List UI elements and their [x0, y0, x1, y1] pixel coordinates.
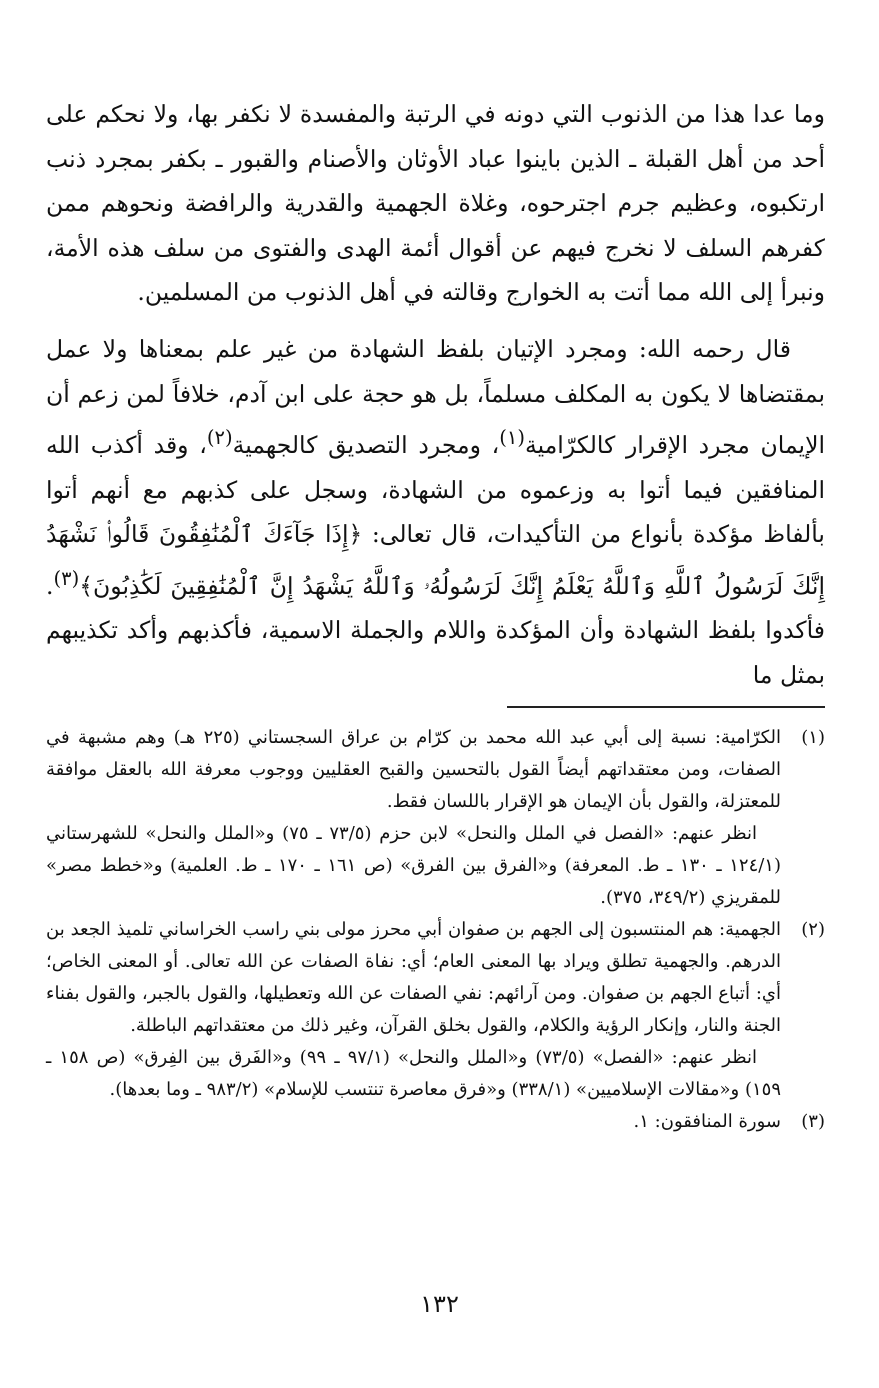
footnote-text: الجهمية: هم المنتسبون إلى الجهم بن صفوان أبي محرز مولى بني راسب الخراساني تلميذ الجعد بن الدرهم. والجهمية تطلق ويراد بها المعنى العام؛ أي: نفاة الصفات عن الله تعالى. أو المعنى الخاص؛ أي: أتباع الجهم بن صفوان. ومن آرائهم: نفي الصفات عن الله وتعطيلها، والقول بالجبر، والقول بفناء الجنة والنار، وإنكار الرؤية والكلام، والقول بخلق القرآن، وغير ذلك من معتقداتهم الباطلة.: [46, 919, 781, 1037]
page-number: ١٣٢: [420, 1290, 459, 1318]
footnote-text: سورة المنافقون: ١.: [633, 1111, 781, 1133]
footnote-ref-1[interactable]: (١): [499, 426, 526, 450]
paragraph-1: وما عدا هذا من الذنوب التي دونه في الرتبة والمفسدة لا نكفر بها، ولا نحكم على أحد من أهل القبلة ـ الذين باينوا عباد الأوثان والأصنام والقبور ـ بكفر بمجرد ذنب ارتكبوه، وعظيم جرم اجترحوه، وغلاة الجهمية والقدرية والرافضة ونحوهم ممن كفرهم السلف لا نخرج فيهم عن أقوال أئمة الهدى والفتوى من سلف هذه الأمة، ونبرأ إلى الله مما أتت به الخوارج وقالته في أهل الذنوب من المسلمين.: [46, 100, 825, 307]
footnote-ref-2[interactable]: (٢): [206, 426, 233, 450]
main-text: [46, 92, 825, 697]
footnote-2: [46, 914, 825, 1106]
quran-verse: ﴿إِذَا جَآءَكَ ٱلْمُنَٰفِقُونَ قَالُوا۟ نَشْهَدُ إِنَّكَ لَرَسُولُ ٱللَّهِ وَٱللَّهُ يَعْلَمُ إِنَّكَ لَرَسُولُهُۥ وَٱللَّهُ يَشْهَدُ إِنَّ ٱلْمُنَٰفِقِينَ لَكَٰذِبُونَ﴾: [46, 520, 825, 600]
footnote-body: [46, 722, 781, 914]
footnote-body: [46, 914, 781, 1106]
footnote-1: [46, 722, 825, 914]
footnote-3: [46, 1106, 825, 1138]
paragraph-2-part-d: . فأكدوا بلفظ الشهادة وأن المؤكدة واللام والجملة الاسمية، فأكذبهم وأكد تكذيبهم بمثل ما: [46, 571, 825, 689]
paragraph-2-part-a: قال رحمه الله: ومجرد الإتيان بلفظ الشهادة من غير علم بمعناها ولا عمل بمقتضاها لا يكون به المكلف مسلماً، بل هو حجة على ابن آدم، خلافاً لمن زعم أن الإيمان مجرد الإقرار كالكرّامية: [46, 334, 826, 459]
footnotes: [46, 722, 825, 1138]
footnote-separator: [507, 706, 825, 708]
footnote-number: (١): [801, 727, 825, 749]
footnote-references: انظر عنهم: «الفصل في الملل والنحل» لابن حزم (٧٣/٥ ـ ٧٥) و«الملل والنحل» للشهرستاني (١٢٤/١ ـ ١٣٠ ـ ط. المعرفة) و«الفرق بين الفرق» (ص ١٦١ ـ ١٧٠ ـ ط. العلمية) و«خطط مصر» للمقريزي (٣٤٩/٢، ٣٧٥).: [46, 823, 782, 909]
footnote-text: الكرّامية: نسبة إلى أبي عبد الله محمد بن كرّام بن عراق السجستاني (٢٢٥ هـ) وهم مشبهة في الصفات، ومن معتقداتهم أيضاً القول بالتحسين والقبح العقليين ووجوب معرفة الله بالعقل موافقة للمعتزلة، والقول بأن الإيمان هو الإقرار باللسان فقط.: [46, 727, 782, 813]
footnote-body: [46, 1106, 781, 1138]
paragraph-2-part-c: ، وقد أكذب الله المنافقين فيما أتوا به وزعموه من الشهادة، وسجل على كذبهم مع أنهم أتوا بألفاظ مؤكدة بأنواع من التأكيدات، قال تعالى:: [46, 430, 825, 549]
paragraph-2: [46, 327, 825, 697]
footnote-number: (٣): [801, 1111, 825, 1133]
footnote-number: (٢): [801, 919, 825, 941]
footnote-ref-3[interactable]: (٣): [53, 566, 80, 590]
footnote-references: انظر عنهم: «الفصل» (٧٣/٥) و«الملل والنحل» (٩٧/١ ـ ٩٩) و«الفَرق بين الفِرق» (ص ١٥٨ ـ ١٥٩) و«مقالات الإسلاميين» (٣٣٨/١) و«فرق معاصرة تنتسب للإسلام» (٩٨٣/٢ ـ وما بعدها).: [46, 1047, 781, 1101]
paragraph-2-part-b: ، ومجرد التصديق كالجهمية: [232, 430, 500, 459]
